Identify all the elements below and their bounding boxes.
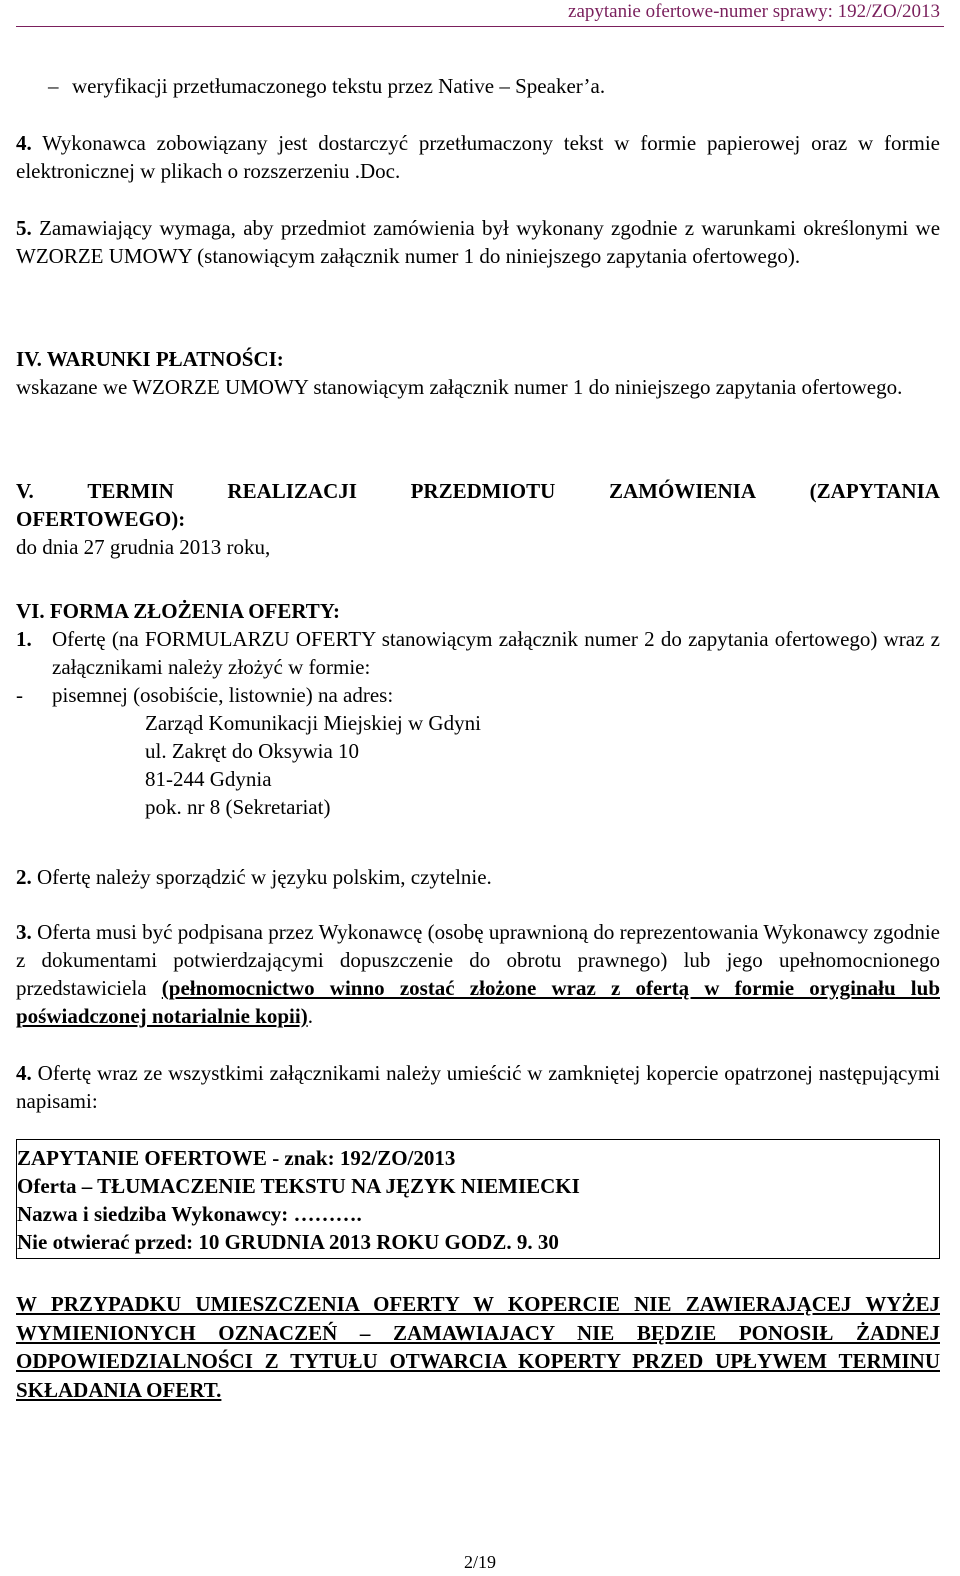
point-5	[16, 214, 940, 270]
section-5-heading-word: PRZEDMIOTU	[410, 479, 556, 503]
section-5-heading-word: V.	[16, 479, 34, 503]
point-5-text: Zamawiający wymaga, aby przedmiot zamówienia był wykonany zgodnie z warunkami określonymi we WZORZE UMOWY (stanowiącym załącznik numer 1 do niniejszego zapytania ofertowego).	[16, 216, 941, 268]
address-line: Zarząd Komunikacji Miejskiej w Gdyni	[145, 711, 481, 735]
item-1-text: Ofertę (na FORMULARZU OFERTY stanowiącym załącznik numer 2 do zapytania ofertowego) wraz z załącznikami należy złożyć w formie:	[52, 627, 940, 679]
item-3-text: Oferta musi być podpisana przez Wykonawcę (osobę uprawnioną do reprezentowania Wykonawcy zgodnie z dokumentami potwierdzającymi dopuszczenie do obrotu prawnego) lub jego upełnomocnionego przedstawiciela	[16, 920, 940, 1000]
item-2-text: Ofertę należy sporządzić w języku polskim, czytelnie.	[37, 865, 492, 889]
item-4-text: Ofertę wraz ze wszystkimi załącznikami należy umieścić w zamkniętej kopercie opatrzonej następującymi napisami:	[16, 1061, 941, 1113]
point-4-text: Wykonawca zobowiązany jest dostarczyć przetłumaczony tekst w formie papierowej oraz w formie elektronicznej w plikach o rozszerzeniu .Doc.	[16, 131, 940, 183]
section-5-heading-word: TERMIN	[87, 479, 174, 503]
item-3-end: .	[307, 1004, 313, 1028]
address-block	[16, 709, 940, 821]
section-5-heading	[16, 477, 940, 505]
section-5-heading-word: ZAMÓWIENIA	[608, 479, 756, 503]
section-4-text: wskazane we WZORZE UMOWY stanowiącym załącznik numer 1 do niniejszego zapytania ofertowego.	[16, 375, 903, 399]
list-dash-item	[16, 72, 940, 100]
section-5-heading-word: REALIZACJI	[227, 479, 357, 503]
item-3-emphasis: (pełnomocnictwo winno zostać złożone wraz z ofertą w formie oryginału lub poświadczonej notarialnie kopii)	[16, 976, 940, 1028]
dash-item-text: pisemnej (osobiście, listownie) na adres:	[52, 683, 394, 707]
dash-mark: -	[16, 683, 23, 707]
address-line: ul. Zakręt do Oksywia 10	[145, 739, 360, 763]
list-dash-text: weryfikacji przetłumaczonego tekstu przez Native – Speaker’a.	[72, 74, 606, 98]
section-6-item-1	[16, 625, 940, 681]
point-4-number: 4.	[16, 131, 32, 155]
envelope-line-3: Nazwa i siedziba Wykonawcy: ……….	[17, 1202, 362, 1226]
envelope-line-1: ZAPYTANIE OFERTOWE - znak: 192/ZO/2013	[17, 1146, 456, 1170]
header-rule	[16, 26, 944, 27]
section-5-heading-word: (ZAPYTANIA	[809, 479, 940, 503]
dash-mark: –	[48, 74, 59, 98]
item-4-number: 4.	[16, 1061, 32, 1085]
section-4-heading: IV. WARUNKI PŁATNOŚCI:	[16, 347, 284, 371]
envelope-box	[16, 1139, 940, 1259]
section-6-item-2	[16, 863, 940, 891]
section-5-text: do dnia 27 grudnia 2013 roku,	[16, 535, 271, 559]
section-6	[16, 597, 940, 821]
envelope-line-2: Oferta – TŁUMACZENIE TEKSTU NA JĘZYK NIEMIECKI	[17, 1174, 580, 1198]
section-4	[16, 345, 940, 401]
warning-notice: W PRZYPADKU UMIESZCZENIA OFERTY W KOPERCIE NIE ZAWIERAJĄCEJ WYŻEJ WYMIENIONYCH OZNACZEŃ – ZAMAWIAJACY NIE BĘDZIE PONOSIŁ ŻADNEJ ODPOWIEDZIALNOŚCI Z TYTUŁU OTWARCIA KOPERTY PRZED UPŁYWEM TERMINU SKŁADANIA OFERT.	[16, 1292, 940, 1402]
item-2-number: 2.	[16, 865, 32, 889]
item-3-number: 3.	[16, 920, 32, 944]
section-6-heading: VI. FORMA ZŁOŻENIA OFERTY:	[16, 599, 341, 623]
section-6-item-3	[16, 918, 940, 1030]
section-6-item-4	[16, 1059, 940, 1115]
envelope-line-4: Nie otwierać przed: 10 GRUDNIA 2013 ROKU GODZ. 9. 30	[17, 1230, 559, 1254]
point-5-number: 5.	[16, 216, 32, 240]
address-line: 81-244 Gdynia	[145, 767, 272, 791]
item-1-number: 1.	[16, 627, 32, 651]
section-5	[16, 477, 940, 561]
point-4	[16, 129, 940, 185]
section-6-dash-item	[16, 681, 940, 709]
page-header: zapytanie ofertowe-numer sprawy: 192/ZO/2013	[568, 1, 940, 22]
page-number: 2/19	[463, 1552, 496, 1572]
section-5-heading-line2: OFERTOWEGO):	[16, 507, 186, 531]
address-line: pok. nr 8 (Sekretariat)	[145, 795, 331, 819]
